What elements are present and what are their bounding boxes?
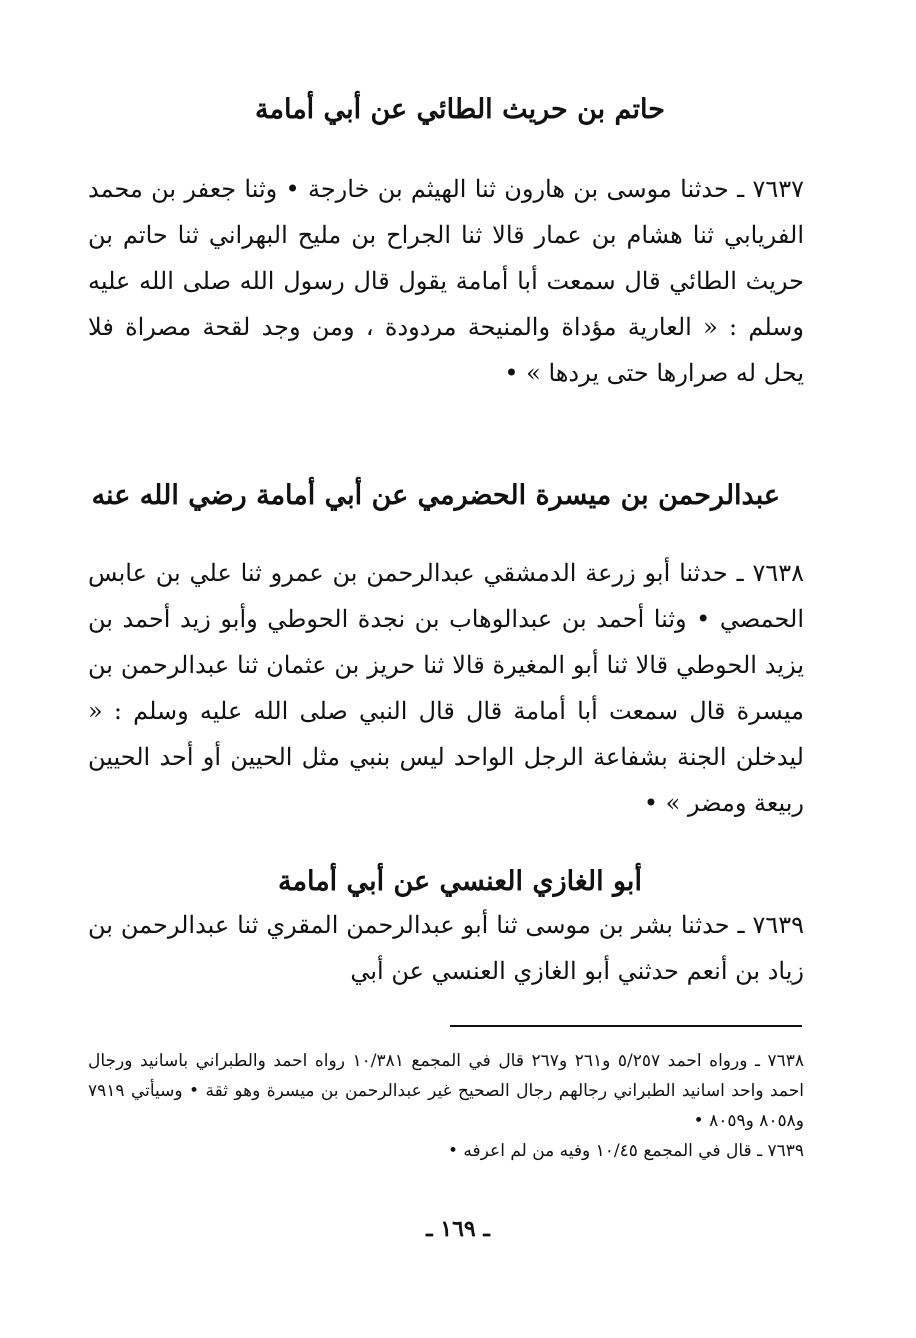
hadith-7637: [88, 166, 804, 396]
hadith-text: ٧٦٣٩ ـ حدثنا بشر بن موسى ثنا أبو عبدالرحمن المقري ثنا عبدالرحمن بن زياد بن أنعم حدثني أبو الغازي العنسي عن أبي: [88, 911, 804, 985]
footnote-7638: ٧٦٣٨ ـ ورواه احمد ٥/٢٥٧ و٢٦١ و٢٦٧ قال في المجمع ١٠/٣٨١ رواه احمد والطبراني باسانيد ورجال احمد واحد اسانيد الطبراني رجالهم رجال الصحيح غير عبدالرحمن بن ميسرة وهو ثقة • وسيأتي ٧٩١٩ و٨٠٥٨ و٨٠٥٩ •: [88, 1051, 804, 1131]
section-heading-hatim: حاتم بن حريث الطائي عن أبي أمامة: [255, 94, 665, 125]
footnote-divider: [450, 1025, 802, 1027]
footnote-7639: ٧٦٣٩ ـ قال في المجمع ١٠/٤٥ وفيه من لم اعرفه •: [448, 1141, 804, 1161]
hadith-7638: [88, 550, 804, 826]
hadith-text: ٧٦٣٧ ـ حدثنا موسى بن هارون ثنا الهيثم بن خارجة • وثنا جعفر بن محمد الفريابي ثنا هشام بن عمار قالا ثنا الجراح بن مليح البهراني ثنا حاتم بن حريث الطائي قال سمعت أبا أمامة يقول قال رسول الله صلى الله عليه وسلم : « العارية مؤداة والمنيحة مردودة ، ومن وجد لقحة مصراة فلا يحل له صرارها حتى يردها » •: [88, 175, 804, 387]
page-number: ـ ١٦٩ ـ: [426, 1216, 490, 1242]
hadith-7639: [88, 902, 804, 994]
hadith-text: ٧٦٣٨ ـ حدثنا أبو زرعة الدمشقي عبدالرحمن بن عمرو ثنا علي بن عابس الحمصي • وثنا أحمد بن عبدالوهاب بن نجدة الحوطي وأبو زيد أحمد بن يزيد الحوطي قالا ثنا أبو المغيرة قالا ثنا حريز بن عثمان ثنا عبدالرحمن بن ميسرة قال سمعت أبا أمامة قال قال النبي صلى الله عليه وسلم : « ليدخلن الجنة بشفاعة الرجل الواحد ليس بنبي مثل الحيين أو أحد الحيين ربيعة ومضر » •: [88, 559, 804, 817]
section-heading-abdulrahman: عبدالرحمن بن ميسرة الحضرمي عن أبي أمامة رضي الله عنه: [91, 480, 780, 511]
footnotes: [88, 1046, 804, 1166]
section-heading-abu-al-ghazi: أبو الغازي العنسي عن أبي أمامة: [278, 866, 642, 897]
